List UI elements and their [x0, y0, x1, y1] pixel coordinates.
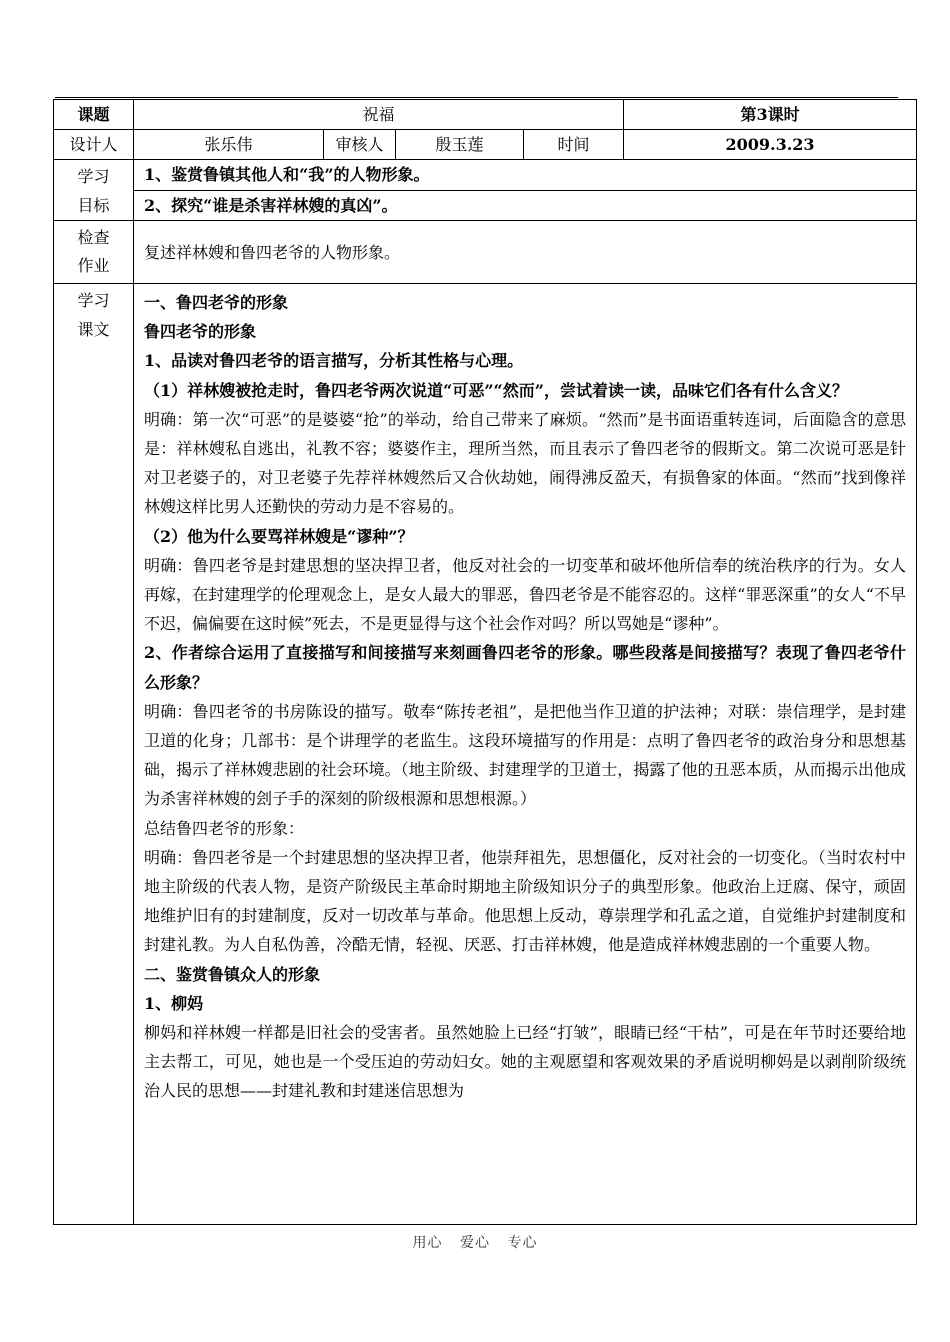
lesson-paragraph: 鲁四老爷的形象 [144, 322, 257, 342]
homework-label [54, 221, 134, 284]
lesson-paragraph: 明确：鲁四老爷的书房陈设的描写。敬奉“陈抟老祖”，是把他当作卫道的护法神；对联：崇信理学，是封建卫道的化身；几部书：是个讲理学的老监生。这段环境描写的作用是：点明了鲁四老爷的政治身分和思想基础，揭示了祥林嫂悲剧的社会环境。（地主阶级、封建理学的卫道士，揭露了他的丑恶本质，从而揭示出他成为杀害祥林嫂的刽子手的深刻的阶级根源和思想根源。） [144, 701, 907, 809]
lesson-paragraph: 2、作者综合运用了直接描写和间接描写来刻画鲁四老爷的形象。哪些段落是间接描写？表现了鲁四老爷什么形象？ [144, 643, 907, 692]
lesson-paragraph: 明确：第一次“可恶”的是婆婆“抢”的举动，给自己带来了麻烦。“然而”是书面语重转连词，后面隐含的意思是：祥林嫂私自逃出，礼教不容；婆婆作主，理所当然，而且表示了鲁四老爷的假斯文。第二次说可恶是针对卫老婆子的，对卫老婆子先荐祥林嫂然后又合伙劫她，闹得沸反盈天，有损鲁家的体面。“然而”找到像祥林嫂这样比男人还勤快的劳动力是不容易的。 [144, 409, 907, 517]
homework-label-line-2: 作业 [77, 256, 110, 275]
lesson-paragraph: （1）祥林嫂被抢走时，鲁四老爷两次说道“可恶”“然而”，尝试着读一读，品味它们各有什么含义？ [144, 380, 848, 400]
time-value: 2009.3.23 [624, 130, 917, 160]
objective-row-1 [54, 160, 917, 191]
designer-row [54, 130, 917, 160]
objectives-label-line-1: 学习 [77, 167, 110, 186]
lesson-paragraph: 明确：鲁四老爷是封建思想的坚决捍卫者，他反对社会的一切变革和破坏他所信奉的统治秩序的行为。女人再嫁，在封建理学的伦理观念上，是女人最大的罪恶，鲁四老爷是不能容忍的。这样“罪恶深重”的女人“不早不迟，偏偏要在这时候”死去，不是更显得与这个社会作对吗？所以骂她是“谬种”。 [144, 555, 907, 634]
lesson-paragraph: 柳妈和祥林嫂一样都是旧社会的受害者。虽然她脸上已经“打皱”，眼睛已经“干枯”，可是在年节时还要给地主去帮工，可见，她也是一个受压迫的劳动妇女。她的主观愿望和客观效果的矛盾说明柳妈是以剥削阶级统治人民的思想——封建礼教和封建迷信思想为 [144, 1023, 907, 1101]
lesson-paragraph: 1、柳妈 [144, 993, 204, 1013]
objective-item-1: 1、鉴赏鲁镇其他人和“我”的人物形象。 [134, 160, 917, 191]
reviewer-label: 审核人 [324, 130, 396, 160]
top-rule [55, 97, 898, 98]
lesson-label-line-1: 学习 [77, 291, 110, 310]
time-label: 时间 [524, 130, 624, 160]
topic-row [54, 100, 917, 130]
objectives-label [54, 160, 134, 221]
lesson-paragraph: （2）他为什么要骂祥林嫂是“谬种”？ [144, 526, 414, 546]
lesson-paragraph: 1、品读对鲁四老爷的语言描写，分析其性格与心理。 [144, 351, 524, 371]
objective-row-2 [54, 190, 917, 221]
period-value: 第3课时 [624, 100, 917, 130]
page-footer [0, 1232, 950, 1252]
homework-row [54, 221, 917, 284]
topic-label: 课题 [54, 100, 134, 130]
lesson-paragraph: 总结鲁四老爷的形象： [144, 818, 305, 838]
topic-value: 祝福 [134, 100, 624, 130]
lesson-plan-table [53, 99, 917, 1225]
lesson-row [54, 284, 917, 1225]
lesson-paragraph: 明确：鲁四老爷是一个封建思想的坚决捍卫者，他崇拜祖先，思想僵化，反对社会的一切变化。（当时农村中地主阶级的代表人物，是资产阶级民主革命时期地主阶级知识分子的典型形象。他政治上迂腐、保守，顽固地维护旧有的封建制度，反对一切改革与革命。他思想上反动，尊崇理学和孔孟之道，自觉维护封建制度和封建礼教。为人自私伪善，冷酷无情，轻视、厌恶、打击祥林嫂，他是造成祥林嫂悲剧的一个重要人物。 [144, 847, 907, 955]
footer-item: 爱心 [460, 1235, 490, 1251]
footer-item: 用心 [412, 1235, 443, 1251]
homework-text: 复述祥林嫂和鲁四老爷的人物形象。 [134, 221, 917, 284]
reviewer-value: 殷玉莲 [396, 130, 524, 160]
footer-item: 专心 [507, 1235, 538, 1251]
objectives-label-line-2: 目标 [77, 196, 110, 215]
designer-label: 设计人 [54, 130, 134, 160]
lesson-label-line-2: 课文 [77, 320, 110, 339]
designer-value: 张乐伟 [134, 130, 324, 160]
lesson-body [134, 284, 917, 1225]
lesson-paragraph: 二、鉴赏鲁镇众人的形象 [144, 964, 321, 984]
objective-item-2: 2、探究“谁是杀害祥林嫂的真凶”。 [134, 190, 917, 221]
homework-label-line-1: 检查 [77, 228, 110, 247]
lesson-label [54, 284, 134, 1225]
lesson-paragraph: 一、鲁四老爷的形象 [144, 293, 289, 312]
lesson-paragraphs [144, 288, 906, 1106]
